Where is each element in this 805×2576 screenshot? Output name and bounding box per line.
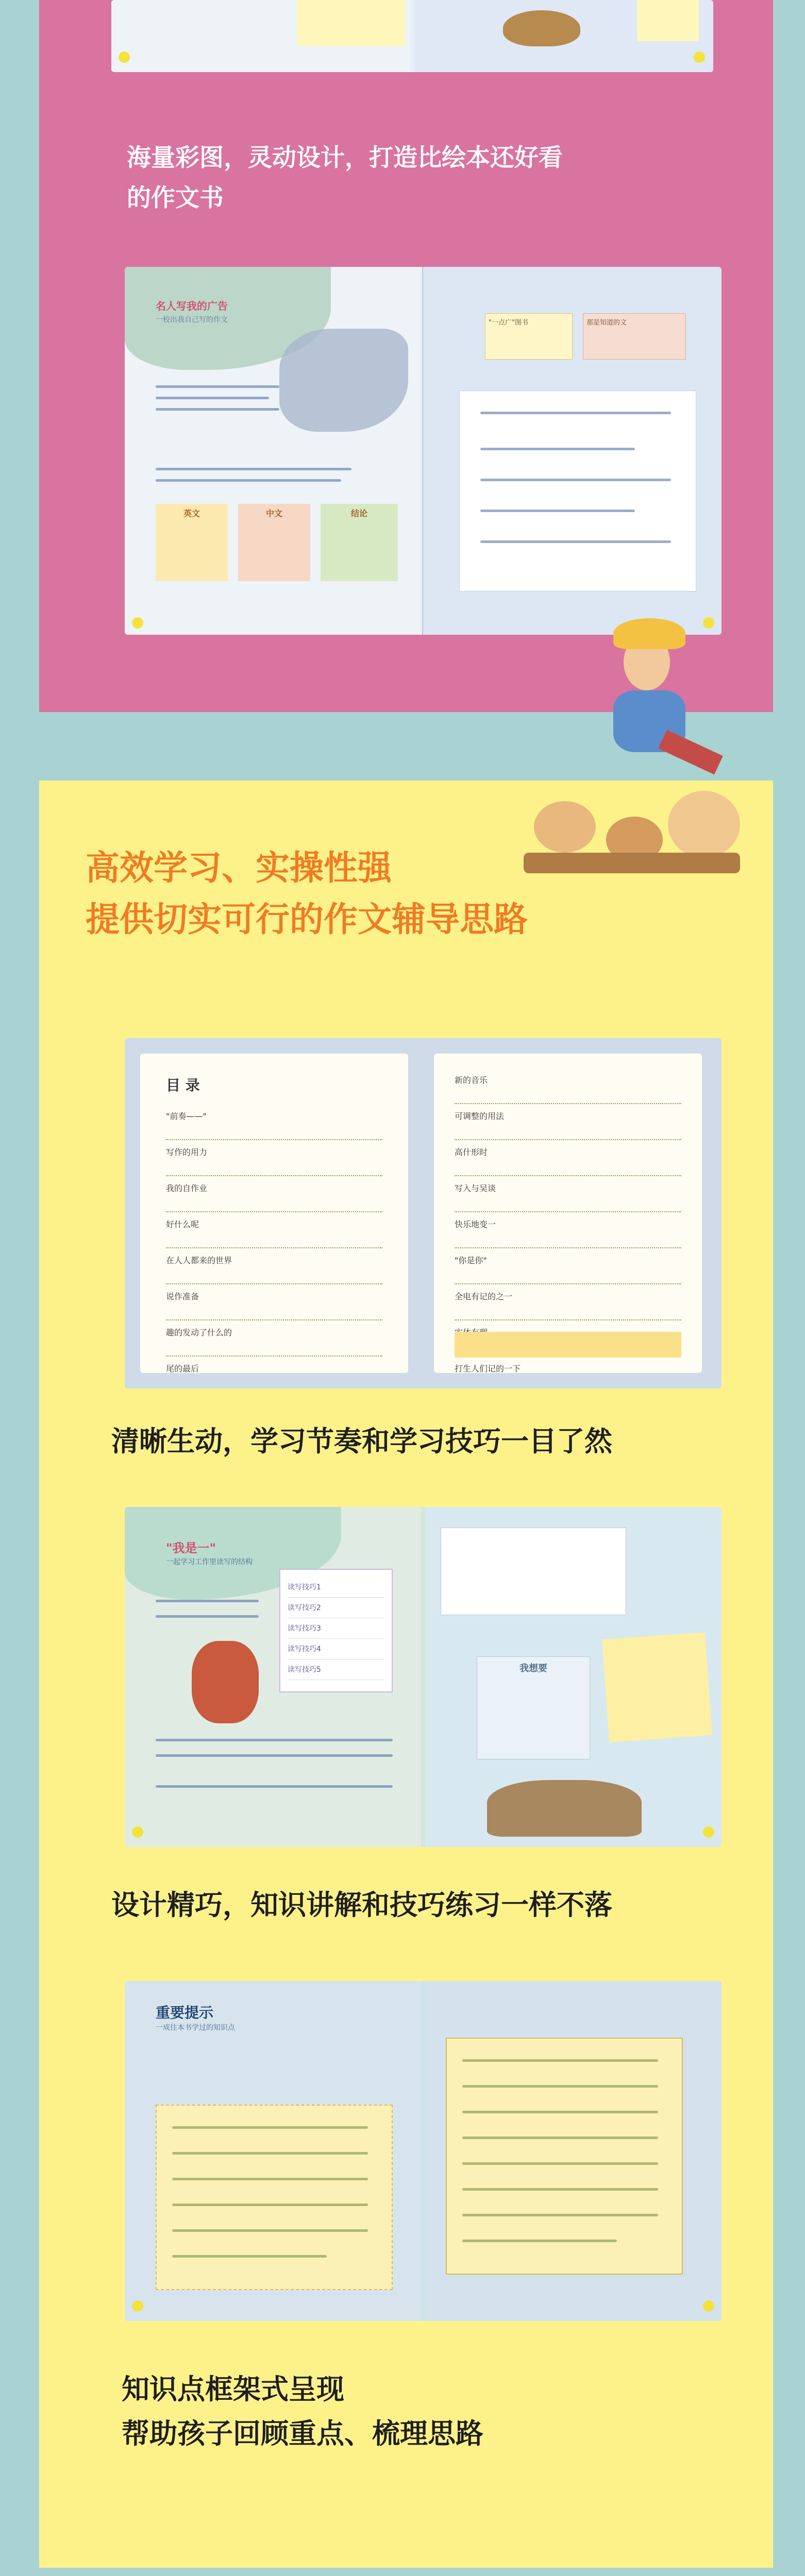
tips-page-left bbox=[125, 1507, 421, 1847]
page-subtitle: 一校出我自己写的作文 bbox=[156, 316, 228, 324]
label-box bbox=[156, 504, 228, 581]
text-line bbox=[156, 1739, 393, 1741]
toc-page-right bbox=[434, 1054, 702, 1373]
text-line bbox=[156, 479, 341, 482]
review-page-right bbox=[425, 1981, 722, 2321]
book-preview-tips bbox=[125, 1507, 722, 1847]
label-box-title: 结论 bbox=[350, 509, 367, 518]
page-number-dot bbox=[132, 1826, 143, 1838]
caption-review: 知识点框架式呈现 帮助孩子回顾重点、梳理思路 bbox=[122, 2373, 483, 2450]
label-box-title: 英文 bbox=[183, 509, 200, 518]
answer-box bbox=[441, 1528, 626, 1615]
book-page-left bbox=[125, 267, 423, 635]
writing-sheet bbox=[459, 391, 696, 591]
illustration-classroom bbox=[503, 781, 761, 884]
yellow-section bbox=[39, 781, 773, 2568]
book-preview-top bbox=[111, 0, 713, 72]
illustration-children bbox=[487, 1780, 642, 1837]
page-title: 名人写我的广告 bbox=[156, 300, 228, 312]
toc-title: 目 录 bbox=[166, 1077, 200, 1094]
caption-toc: 清晰生动，学习节奏和学习技巧一目了然 bbox=[111, 1425, 612, 1458]
text-line bbox=[156, 385, 279, 388]
book-page-right bbox=[423, 267, 722, 635]
text-line bbox=[156, 468, 351, 470]
page-number-dot bbox=[119, 52, 130, 63]
sticky-note bbox=[637, 0, 699, 41]
review-page-left bbox=[125, 1981, 421, 2321]
sticky-note bbox=[297, 0, 405, 46]
label-box bbox=[238, 504, 310, 581]
toc-left-list: "前奏——" 写作的用力 我的自作业 好什么呢 在人人都来的世界 说作准备 趣的发动了什么的 尾的最后 bbox=[166, 1110, 382, 1388]
tag-box: "一点广"图书 bbox=[485, 313, 573, 360]
review-title: 重要提示 bbox=[156, 2004, 214, 2021]
page-number-dot bbox=[694, 52, 705, 63]
tips-subtitle: 一起学习工作里读写的结构 bbox=[166, 1558, 253, 1566]
text-line bbox=[156, 1785, 393, 1788]
text-line bbox=[156, 1615, 259, 1618]
sticky-note bbox=[602, 1632, 712, 1742]
text-line bbox=[156, 397, 269, 399]
label-box-title: 中文 bbox=[265, 509, 282, 518]
illustration-crowd bbox=[279, 329, 408, 432]
toc-note bbox=[455, 1332, 681, 1358]
review-subtitle: 一成往本书学过的知识点 bbox=[156, 2024, 235, 2032]
page-number-dot bbox=[132, 2300, 143, 2312]
tips-page-right bbox=[425, 1507, 722, 1847]
answer-table-title: 我想要 bbox=[519, 1663, 547, 1674]
text-line bbox=[156, 1600, 259, 1602]
answer-table bbox=[477, 1656, 590, 1759]
page-number-dot bbox=[703, 2300, 714, 2312]
tips-title: "我是一" bbox=[166, 1541, 216, 1555]
pink-heading: 海量彩图，灵动设计，打造比绘本还好看 的作文书 bbox=[127, 144, 563, 212]
page-number-dot bbox=[703, 1826, 714, 1838]
yellow-heading: 高效学习、实操性强 提供切实可行的作文辅导思路 bbox=[86, 848, 528, 939]
toc-page-left bbox=[140, 1054, 408, 1373]
tips-list: 读写技巧1 读写技巧2 读写技巧3 读写技巧4 读写技巧5 bbox=[279, 1569, 393, 1692]
tag-box: 那是知道的文 bbox=[583, 313, 686, 360]
illustration-creature bbox=[503, 10, 580, 46]
page-number-dot bbox=[132, 617, 143, 629]
review-note bbox=[156, 2105, 393, 2290]
illustration-character bbox=[192, 1641, 259, 1723]
caption-tips: 设计精巧，知识讲解和技巧练习一样不落 bbox=[111, 1889, 612, 1921]
book-preview-review bbox=[125, 1981, 722, 2321]
review-note bbox=[446, 2038, 683, 2275]
text-line bbox=[156, 1754, 393, 1757]
book-preview-toc bbox=[125, 1038, 722, 1388]
pink-section bbox=[39, 0, 773, 712]
text-line bbox=[156, 408, 279, 411]
book-preview-composition bbox=[125, 267, 722, 635]
toc-right-list: 新的音乐 可调整的用法 高什形时 写入与吴谈 快乐地变一 "你是你" 全电有记的之一 打生人们记的一下 bbox=[455, 1074, 681, 1388]
illustration-reading-boy bbox=[593, 618, 727, 804]
label-box bbox=[321, 504, 398, 581]
